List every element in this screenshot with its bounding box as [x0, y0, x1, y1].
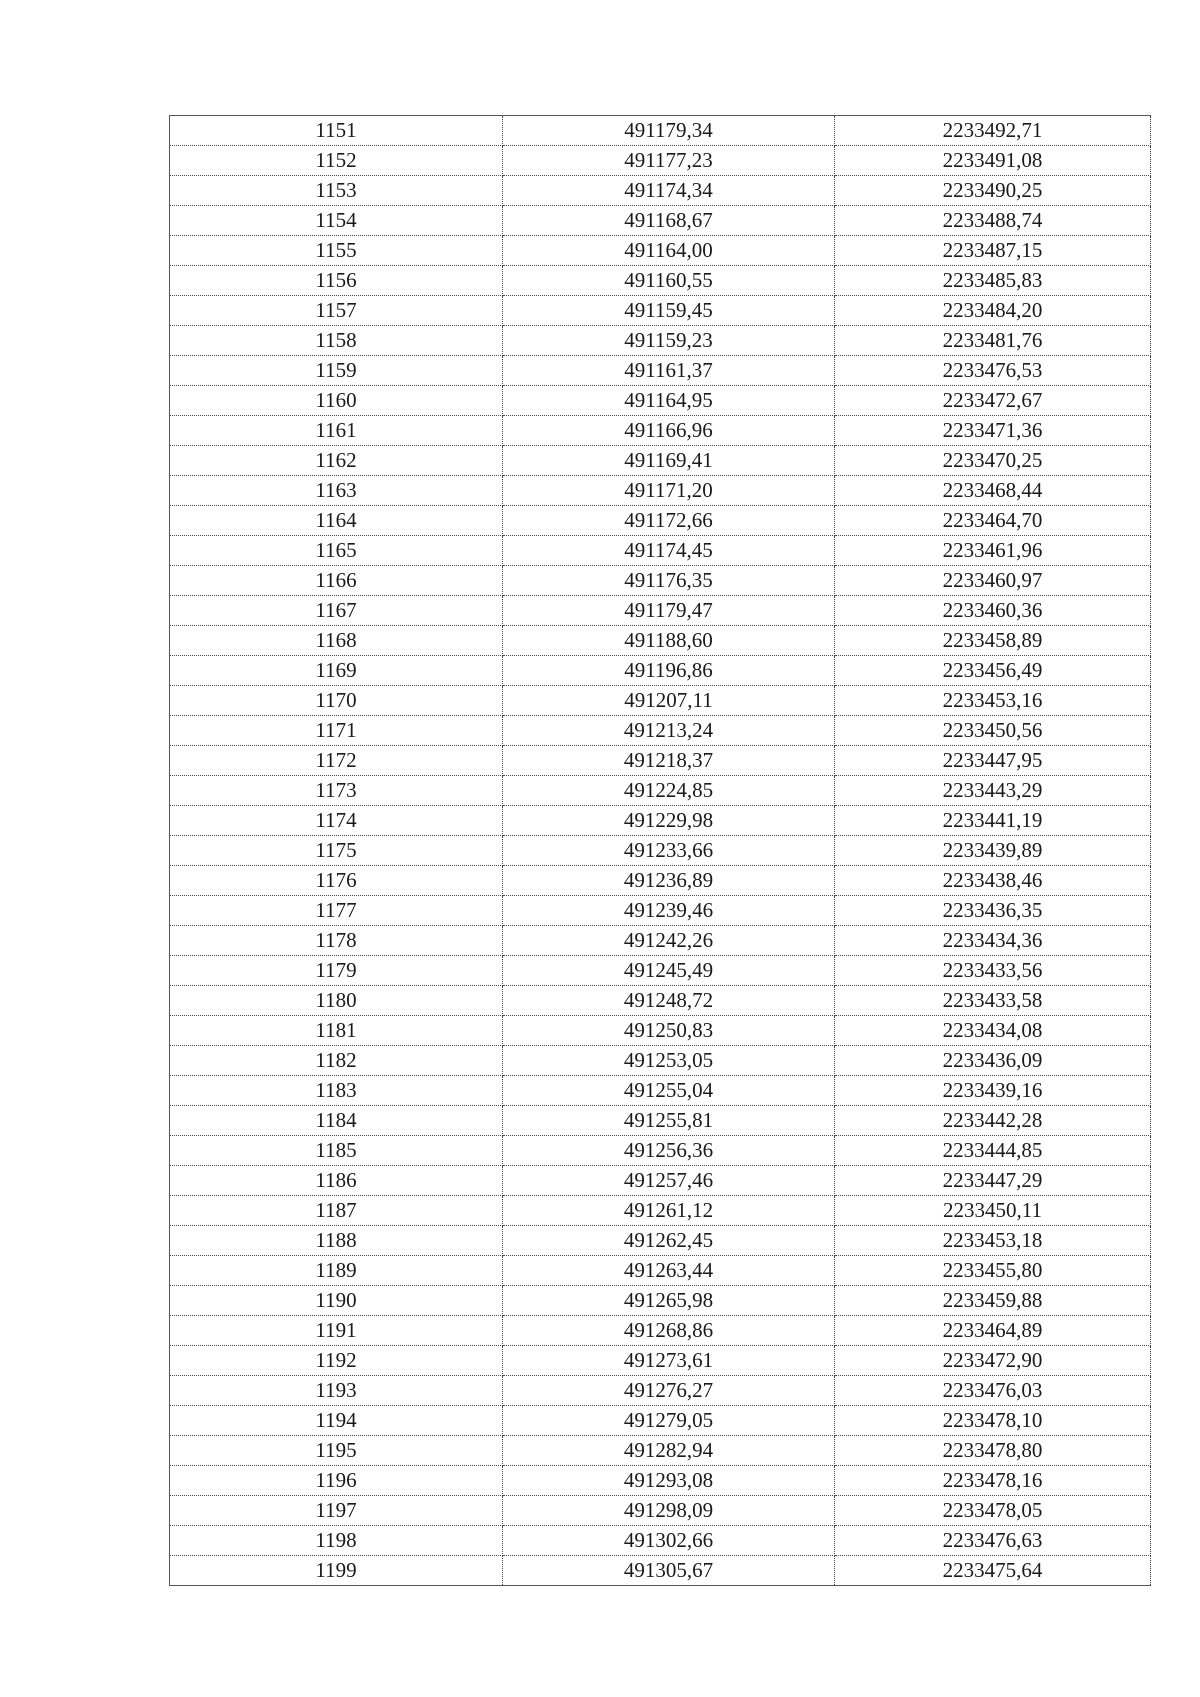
x-coordinate-cell: 491265,98	[503, 1286, 835, 1316]
coordinate-table	[169, 115, 1151, 1586]
point-number-cell: 1196	[170, 1466, 503, 1496]
table-row	[170, 1016, 1151, 1046]
x-coordinate-cell: 491242,26	[503, 926, 835, 956]
point-number-cell: 1179	[170, 956, 503, 986]
x-coordinate-cell: 491257,46	[503, 1166, 835, 1196]
point-number-cell: 1162	[170, 446, 503, 476]
y-coordinate-cell: 2233485,83	[835, 266, 1151, 296]
table-row	[170, 536, 1151, 566]
table-row	[170, 1226, 1151, 1256]
point-number-cell: 1180	[170, 986, 503, 1016]
table-row	[170, 836, 1151, 866]
x-coordinate-cell: 491179,34	[503, 116, 835, 146]
table-row	[170, 446, 1151, 476]
table-row	[170, 1316, 1151, 1346]
table-row	[170, 1496, 1151, 1526]
y-coordinate-cell: 2233484,20	[835, 296, 1151, 326]
point-number-cell: 1193	[170, 1376, 503, 1406]
table-row	[170, 476, 1151, 506]
point-number-cell: 1168	[170, 626, 503, 656]
x-coordinate-cell: 491174,45	[503, 536, 835, 566]
table-row	[170, 686, 1151, 716]
x-coordinate-cell: 491218,37	[503, 746, 835, 776]
point-number-cell: 1166	[170, 566, 503, 596]
x-coordinate-cell: 491255,81	[503, 1106, 835, 1136]
y-coordinate-cell: 2233439,89	[835, 836, 1151, 866]
table-row	[170, 326, 1151, 356]
x-coordinate-cell: 491305,67	[503, 1556, 835, 1586]
point-number-cell: 1154	[170, 206, 503, 236]
x-coordinate-cell: 491256,36	[503, 1136, 835, 1166]
x-coordinate-cell: 491263,44	[503, 1256, 835, 1286]
y-coordinate-cell: 2233476,53	[835, 356, 1151, 386]
point-number-cell: 1172	[170, 746, 503, 776]
x-coordinate-cell: 491248,72	[503, 986, 835, 1016]
y-coordinate-cell: 2233488,74	[835, 206, 1151, 236]
point-number-cell: 1167	[170, 596, 503, 626]
y-coordinate-cell: 2233460,36	[835, 596, 1151, 626]
table-row	[170, 1466, 1151, 1496]
x-coordinate-cell: 491196,86	[503, 656, 835, 686]
point-number-cell: 1165	[170, 536, 503, 566]
point-number-cell: 1187	[170, 1196, 503, 1226]
y-coordinate-cell: 2233447,29	[835, 1166, 1151, 1196]
table-row	[170, 506, 1151, 536]
point-number-cell: 1190	[170, 1286, 503, 1316]
y-coordinate-cell: 2233476,03	[835, 1376, 1151, 1406]
y-coordinate-cell: 2233434,36	[835, 926, 1151, 956]
point-number-cell: 1158	[170, 326, 503, 356]
table-row	[170, 716, 1151, 746]
x-coordinate-cell: 491279,05	[503, 1406, 835, 1436]
x-coordinate-cell: 491282,94	[503, 1436, 835, 1466]
table-row	[170, 356, 1151, 386]
point-number-cell: 1194	[170, 1406, 503, 1436]
x-coordinate-cell: 491268,86	[503, 1316, 835, 1346]
point-number-cell: 1153	[170, 176, 503, 206]
x-coordinate-cell: 491298,09	[503, 1496, 835, 1526]
point-number-cell: 1184	[170, 1106, 503, 1136]
y-coordinate-cell: 2233447,95	[835, 746, 1151, 776]
y-coordinate-cell: 2233476,63	[835, 1526, 1151, 1556]
x-coordinate-cell: 491172,66	[503, 506, 835, 536]
y-coordinate-cell: 2233450,56	[835, 716, 1151, 746]
y-coordinate-cell: 2233478,80	[835, 1436, 1151, 1466]
y-coordinate-cell: 2233441,19	[835, 806, 1151, 836]
x-coordinate-cell: 491161,37	[503, 356, 835, 386]
point-number-cell: 1183	[170, 1076, 503, 1106]
table-row	[170, 776, 1151, 806]
y-coordinate-cell: 2233438,46	[835, 866, 1151, 896]
x-coordinate-cell: 491164,00	[503, 236, 835, 266]
y-coordinate-cell: 2233456,49	[835, 656, 1151, 686]
point-number-cell: 1195	[170, 1436, 503, 1466]
x-coordinate-cell: 491273,61	[503, 1346, 835, 1376]
y-coordinate-cell: 2233436,35	[835, 896, 1151, 926]
y-coordinate-cell: 2233442,28	[835, 1106, 1151, 1136]
table-row	[170, 806, 1151, 836]
y-coordinate-cell: 2233491,08	[835, 146, 1151, 176]
x-coordinate-cell: 491236,89	[503, 866, 835, 896]
table-row	[170, 866, 1151, 896]
x-coordinate-cell: 491262,45	[503, 1226, 835, 1256]
point-number-cell: 1155	[170, 236, 503, 266]
point-number-cell: 1164	[170, 506, 503, 536]
y-coordinate-cell: 2233490,25	[835, 176, 1151, 206]
y-coordinate-cell: 2233459,88	[835, 1286, 1151, 1316]
y-coordinate-cell: 2233434,08	[835, 1016, 1151, 1046]
table-row	[170, 1136, 1151, 1166]
table-row	[170, 1346, 1151, 1376]
y-coordinate-cell: 2233470,25	[835, 446, 1151, 476]
y-coordinate-cell: 2233481,76	[835, 326, 1151, 356]
point-number-cell: 1160	[170, 386, 503, 416]
point-number-cell: 1189	[170, 1256, 503, 1286]
x-coordinate-cell: 491160,55	[503, 266, 835, 296]
point-number-cell: 1174	[170, 806, 503, 836]
table-row	[170, 596, 1151, 626]
table-row	[170, 956, 1151, 986]
y-coordinate-cell: 2233450,11	[835, 1196, 1151, 1226]
table-row	[170, 176, 1151, 206]
table-row	[170, 236, 1151, 266]
point-number-cell: 1188	[170, 1226, 503, 1256]
x-coordinate-cell: 491207,11	[503, 686, 835, 716]
y-coordinate-cell: 2233455,80	[835, 1256, 1151, 1286]
point-number-cell: 1173	[170, 776, 503, 806]
table-row	[170, 1076, 1151, 1106]
y-coordinate-cell: 2233487,15	[835, 236, 1151, 266]
table-row	[170, 1436, 1151, 1466]
point-number-cell: 1192	[170, 1346, 503, 1376]
y-coordinate-cell: 2233444,85	[835, 1136, 1151, 1166]
table-row	[170, 626, 1151, 656]
point-number-cell: 1156	[170, 266, 503, 296]
point-number-cell: 1170	[170, 686, 503, 716]
y-coordinate-cell: 2233468,44	[835, 476, 1151, 506]
table-row	[170, 206, 1151, 236]
coordinate-table-body	[170, 116, 1151, 1586]
point-number-cell: 1161	[170, 416, 503, 446]
y-coordinate-cell: 2233478,05	[835, 1496, 1151, 1526]
point-number-cell: 1159	[170, 356, 503, 386]
table-row	[170, 656, 1151, 686]
table-row	[170, 116, 1151, 146]
table-row	[170, 1046, 1151, 1076]
table-row	[170, 1166, 1151, 1196]
y-coordinate-cell: 2233471,36	[835, 416, 1151, 446]
table-row	[170, 1376, 1151, 1406]
y-coordinate-cell: 2233464,70	[835, 506, 1151, 536]
y-coordinate-cell: 2233433,56	[835, 956, 1151, 986]
y-coordinate-cell: 2233472,67	[835, 386, 1151, 416]
y-coordinate-cell: 2233453,18	[835, 1226, 1151, 1256]
y-coordinate-cell: 2233458,89	[835, 626, 1151, 656]
x-coordinate-cell: 491276,27	[503, 1376, 835, 1406]
point-number-cell: 1199	[170, 1556, 503, 1586]
y-coordinate-cell: 2233475,64	[835, 1556, 1151, 1586]
y-coordinate-cell: 2233472,90	[835, 1346, 1151, 1376]
point-number-cell: 1178	[170, 926, 503, 956]
y-coordinate-cell: 2233461,96	[835, 536, 1151, 566]
point-number-cell: 1169	[170, 656, 503, 686]
table-row	[170, 1256, 1151, 1286]
point-number-cell: 1157	[170, 296, 503, 326]
x-coordinate-cell: 491164,95	[503, 386, 835, 416]
x-coordinate-cell: 491213,24	[503, 716, 835, 746]
point-number-cell: 1177	[170, 896, 503, 926]
point-number-cell: 1182	[170, 1046, 503, 1076]
point-number-cell: 1191	[170, 1316, 503, 1346]
y-coordinate-cell: 2233436,09	[835, 1046, 1151, 1076]
point-number-cell: 1181	[170, 1016, 503, 1046]
x-coordinate-cell: 491174,34	[503, 176, 835, 206]
table-row	[170, 1196, 1151, 1226]
x-coordinate-cell: 491250,83	[503, 1016, 835, 1046]
point-number-cell: 1171	[170, 716, 503, 746]
x-coordinate-cell: 491176,35	[503, 566, 835, 596]
y-coordinate-cell: 2233443,29	[835, 776, 1151, 806]
x-coordinate-cell: 491239,46	[503, 896, 835, 926]
table-row	[170, 986, 1151, 1016]
x-coordinate-cell: 491177,23	[503, 146, 835, 176]
table-row	[170, 566, 1151, 596]
x-coordinate-cell: 491166,96	[503, 416, 835, 446]
x-coordinate-cell: 491188,60	[503, 626, 835, 656]
table-row	[170, 266, 1151, 296]
x-coordinate-cell: 491159,23	[503, 326, 835, 356]
x-coordinate-cell: 491179,47	[503, 596, 835, 626]
point-number-cell: 1163	[170, 476, 503, 506]
table-row	[170, 1406, 1151, 1436]
y-coordinate-cell: 2233433,58	[835, 986, 1151, 1016]
point-number-cell: 1185	[170, 1136, 503, 1166]
table-row	[170, 1286, 1151, 1316]
table-row	[170, 1106, 1151, 1136]
table-row	[170, 146, 1151, 176]
x-coordinate-cell: 491169,41	[503, 446, 835, 476]
x-coordinate-cell: 491159,45	[503, 296, 835, 326]
table-row	[170, 416, 1151, 446]
x-coordinate-cell: 491255,04	[503, 1076, 835, 1106]
y-coordinate-cell: 2233460,97	[835, 566, 1151, 596]
point-number-cell: 1175	[170, 836, 503, 866]
point-number-cell: 1198	[170, 1526, 503, 1556]
point-number-cell: 1186	[170, 1166, 503, 1196]
table-row	[170, 296, 1151, 326]
y-coordinate-cell: 2233478,10	[835, 1406, 1151, 1436]
x-coordinate-cell: 491293,08	[503, 1466, 835, 1496]
y-coordinate-cell: 2233464,89	[835, 1316, 1151, 1346]
table-row	[170, 1556, 1151, 1586]
y-coordinate-cell: 2233478,16	[835, 1466, 1151, 1496]
table-row	[170, 896, 1151, 926]
point-number-cell: 1176	[170, 866, 503, 896]
x-coordinate-cell: 491224,85	[503, 776, 835, 806]
x-coordinate-cell: 491302,66	[503, 1526, 835, 1556]
x-coordinate-cell: 491245,49	[503, 956, 835, 986]
table-row	[170, 926, 1151, 956]
x-coordinate-cell: 491261,12	[503, 1196, 835, 1226]
table-row	[170, 1526, 1151, 1556]
point-number-cell: 1197	[170, 1496, 503, 1526]
x-coordinate-cell: 491171,20	[503, 476, 835, 506]
table-row	[170, 386, 1151, 416]
x-coordinate-cell: 491233,66	[503, 836, 835, 866]
y-coordinate-cell: 2233453,16	[835, 686, 1151, 716]
x-coordinate-cell: 491168,67	[503, 206, 835, 236]
y-coordinate-cell: 2233439,16	[835, 1076, 1151, 1106]
point-number-cell: 1151	[170, 116, 503, 146]
x-coordinate-cell: 491253,05	[503, 1046, 835, 1076]
point-number-cell: 1152	[170, 146, 503, 176]
x-coordinate-cell: 491229,98	[503, 806, 835, 836]
y-coordinate-cell: 2233492,71	[835, 116, 1151, 146]
table-row	[170, 746, 1151, 776]
